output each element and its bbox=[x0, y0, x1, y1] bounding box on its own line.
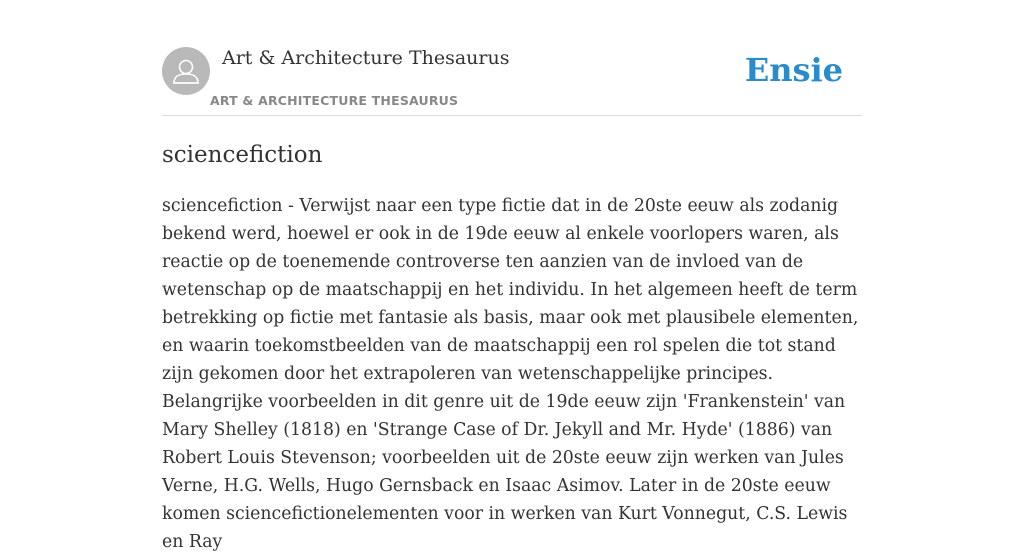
header bbox=[162, 0, 862, 116]
thesaurus-subtitle-link[interactable]: ART & ARCHITECTURE THESAURUS bbox=[210, 93, 459, 108]
user-icon bbox=[162, 47, 210, 95]
definition-text: sciencefiction - Verwijst naar een type fictie dat in de 20ste eeuw als zodanig bekend werd, hoewel er ook in de 19de eeuw al enkele voorlopers waren, als reactie op de toenemende controverse ten aanzien van de invloed van de wetenschap op de maatschappij en het individu. In het algemeen heeft de term betrekking op fictie met fantasie als basis, maar ook met plausibele elementen, en waarin toekomstbeelden van de maatschappij een rol spelen die tot stand zijn gekomen door het extrapoleren van wetenschappelijke principes. Belangrijke voorbeelden in dit genre uit de 19de eeuw zijn 'Frankenstein' van Mary Shelley (1818) en 'Strange Case of Dr. Jekyll and Mr. Hyde' (1886) van Robert Louis Stevenson; voorbeelden uit de 20ste eeuw zijn werken van Jules Verne, H.G. Wells, Hugo Gernsback en Isaac Asimov. Later in de 20ste eeuw komen sciencefictionelementen voor in werken van Kurt Vonnegut, C.S. Lewis en Ray bbox=[162, 196, 859, 552]
page bbox=[162, 0, 862, 552]
page-title: sciencefiction bbox=[162, 142, 323, 168]
thesaurus-name-link[interactable]: Art & Architecture Thesaurus bbox=[222, 47, 510, 69]
avatar[interactable] bbox=[162, 47, 210, 95]
ensie-logo[interactable]: Ensie bbox=[744, 51, 843, 89]
